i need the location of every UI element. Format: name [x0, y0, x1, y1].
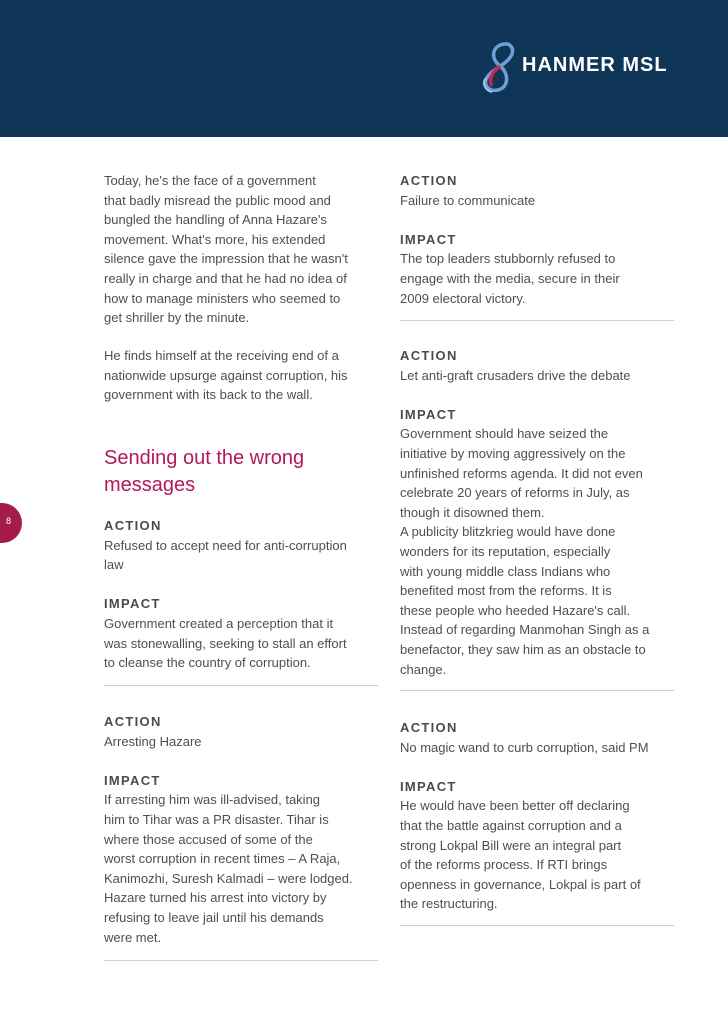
divider: [104, 960, 378, 961]
impact-label: IMPACT: [104, 772, 161, 788]
divider: [400, 690, 674, 691]
action-text: Failure to communicate: [400, 192, 536, 208]
brand-name: HANMER MSL: [522, 54, 668, 76]
action-text: Refused to accept need for anti-corruption: [104, 537, 347, 553]
page-number: 8: [6, 516, 12, 526]
text-line: movement. What's more, his extended: [104, 231, 326, 247]
action-text: Let anti-graft crusaders drive the debate: [400, 367, 631, 383]
impact-text: A publicity blitzkrieg would have done: [400, 524, 616, 540]
impact-text: 2009 electoral victory.: [400, 290, 526, 306]
impact-text: He would have been better off declaring: [400, 798, 630, 814]
ribbon-logo-icon: [478, 40, 522, 96]
heading-line: Sending out the wrong: [104, 447, 305, 469]
impact-text: engage with the media, secure in their: [400, 270, 620, 286]
impact-text: If arresting him was ill-advised, taking: [104, 792, 321, 808]
action-label: ACTION: [400, 720, 458, 735]
impact-text: change.: [400, 661, 447, 677]
page-header: [0, 0, 728, 137]
impact-text: these people who heeded Hazare's call.: [400, 602, 631, 618]
action-label: ACTION: [400, 173, 458, 188]
impact-label: IMPACT: [400, 406, 457, 422]
divider: [400, 320, 674, 321]
impact-text: celebrate 20 years of reforms in July, as: [400, 485, 630, 501]
left-item-2: [104, 712, 380, 947]
impact-text: worst corruption in recent times – A Raja,: [104, 851, 341, 867]
impact-text: initiative by moving aggressively on the: [400, 445, 626, 461]
text-line: nationwide upsurge against corruption, his: [104, 367, 348, 383]
impact-text: where those accused of some of the: [104, 831, 313, 847]
text-line: get shriller by the minute.: [104, 310, 250, 326]
impact-text: Kanimozhi, Suresh Kalmadi – were lodged.: [104, 870, 353, 886]
impact-text: to cleanse the country of corruption.: [104, 655, 311, 671]
divider: [104, 685, 378, 686]
impact-text: were met.: [104, 929, 162, 945]
impact-text: Instead of regarding Manmohan Singh as a: [400, 622, 650, 638]
left-paragraph-2: [104, 346, 384, 405]
text-line: bungled the handling of Anna Hazare's: [104, 212, 327, 228]
left-intro: [104, 171, 384, 328]
impact-label: IMPACT: [400, 778, 457, 794]
action-label: ACTION: [104, 518, 162, 533]
action-text: No magic wand to curb corruption, said PM: [400, 739, 649, 755]
right-item-1: [400, 171, 685, 308]
impact-text: Government created a perception that it: [104, 615, 334, 631]
section-heading: [104, 445, 384, 499]
action-label: ACTION: [400, 348, 458, 363]
text-line: that badly misread the public mood and: [104, 192, 331, 208]
left-item-1: [104, 516, 380, 673]
impact-text: wonders for its reputation, especially: [400, 543, 611, 559]
text-line: really in charge and that he had no idea of: [104, 270, 347, 286]
impact-label: IMPACT: [104, 596, 161, 612]
impact-text: Government should have seized the: [400, 426, 609, 442]
text-line: how to manage ministers who seemed to: [104, 290, 341, 306]
impact-text: openness in governance, Lokpal is part of: [400, 876, 641, 892]
impact-text: benefactor, they saw him as an obstacle to: [400, 641, 646, 657]
text-line: government with its back to the wall.: [104, 387, 313, 403]
action-label: ACTION: [104, 714, 162, 729]
impact-text: though it disowned them.: [400, 504, 545, 520]
heading-line: messages: [104, 474, 196, 496]
impact-text: benefited most from the reforms. It is: [400, 583, 612, 599]
right-item-3: [400, 718, 685, 914]
impact-text: that the battle against corruption and a: [400, 817, 622, 833]
impact-text: the restructuring.: [400, 896, 498, 912]
impact-text: strong Lokpal Bill were an integral part: [400, 837, 622, 853]
impact-text: refusing to leave jail until his demands: [104, 909, 324, 925]
action-text: law: [104, 557, 124, 573]
right-item-2: [400, 346, 685, 679]
impact-text: Hazare turned his arrest into victory by: [104, 890, 327, 906]
action-text: Arresting Hazare: [104, 733, 202, 749]
divider: [400, 925, 674, 926]
text-line: Today, he's the face of a government: [104, 173, 316, 188]
impact-text: unfinished reforms agenda. It did not even: [400, 465, 643, 481]
impact-label: IMPACT: [400, 231, 457, 247]
page-number-tab: [0, 503, 22, 543]
hanmer-msl-logo: [478, 40, 678, 96]
text-line: He finds himself at the receiving end of a: [104, 348, 339, 363]
impact-text: him to Tihar was a PR disaster. Tihar is: [104, 811, 329, 827]
impact-text: The top leaders stubbornly refused to: [400, 251, 616, 267]
impact-text: was stonewalling, seeking to stall an effort: [104, 635, 347, 651]
impact-text: of the reforms process. If RTI brings: [400, 857, 608, 873]
impact-text: with young middle class Indians who: [400, 563, 611, 579]
text-line: silence gave the impression that he wasn't: [104, 251, 348, 267]
